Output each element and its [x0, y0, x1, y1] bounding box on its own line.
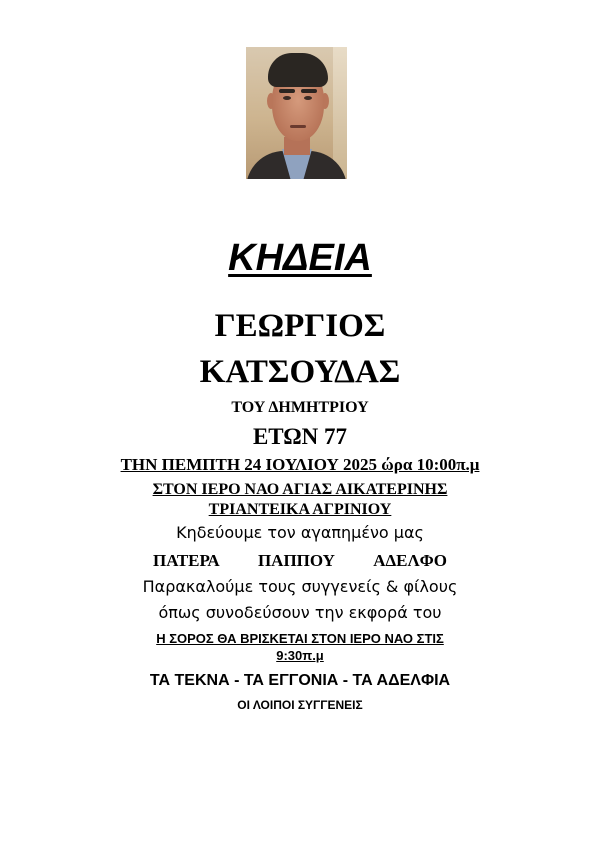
relation-brother: ΑΔΕΛΦΟ: [373, 551, 447, 570]
relation-grandfather: ΠΑΠΠΟΥ: [257, 551, 335, 570]
church-location: ΤΡΙΑΝΤΕΙΚΑ ΑΓΡΙΝΙΟΥ: [208, 501, 392, 518]
invitation-line-1: Παρακαλούμε τους συγγενείς & φίλους: [142, 577, 458, 596]
viewing-notice-time: 9:30π.μ: [276, 648, 324, 663]
portrait-brow-right: [301, 89, 317, 93]
other-relatives: ΟΙ ΛΟΙΠΟΙ ΣΥΓΓΕΝΕΙΣ: [237, 698, 363, 712]
bury-statement: Κηδεύουμε τον αγαπημένο μας: [176, 523, 424, 542]
funeral-date-time: ΤΗΝ ΠΕΜΠΤΗ 24 ΙΟΥΛΙΟΥ 2025 ώρα 10:00π.μ: [120, 455, 480, 474]
notice-title: ΚΗΔΕΙΑ: [228, 237, 372, 279]
portrait-brow-left: [279, 89, 295, 93]
portrait-hair: [268, 53, 328, 87]
church-name: ΣΤΟΝ ΙΕΡΟ ΝΑΟ ΑΓΙΑΣ ΑΙΚΑΤΕΡΙΝΗΣ: [152, 481, 448, 498]
invitation-line-2: όπως συνοδεύσουν την εκφορά του: [158, 603, 442, 622]
deceased-portrait-photo: [246, 47, 347, 179]
relations-list: [0, 549, 600, 573]
portrait-eye-right: [304, 96, 312, 100]
deceased-age: ΕΤΩΝ 77: [252, 424, 348, 449]
portrait-eye-left: [283, 96, 291, 100]
deceased-first-name: ΓΕΩΡΓΙΟΣ: [214, 308, 386, 344]
deceased-last-name: ΚΑΤΣΟΥΔΑΣ: [199, 354, 401, 390]
father-name: ΤΟΥ ΔΗΜΗΤΡΙΟΥ: [231, 399, 369, 416]
family-signatories: ΤΑ ΤΕΚΝΑ - ΤΑ ΕΓΓΟΝΙΑ - ΤΑ ΑΔΕΛΦΙΑ: [149, 672, 451, 689]
portrait-mouth: [290, 125, 306, 128]
relation-father: ΠΑΤΕΡΑ: [153, 551, 220, 570]
photo-frame-edge: [333, 47, 347, 179]
viewing-notice-line-1: Η ΣΟΡΟΣ ΘΑ ΒΡΙΣΚΕΤΑΙ ΣΤΟΝ ΙΕΡΟ ΝΑΟ ΣΤΙΣ: [156, 631, 444, 646]
